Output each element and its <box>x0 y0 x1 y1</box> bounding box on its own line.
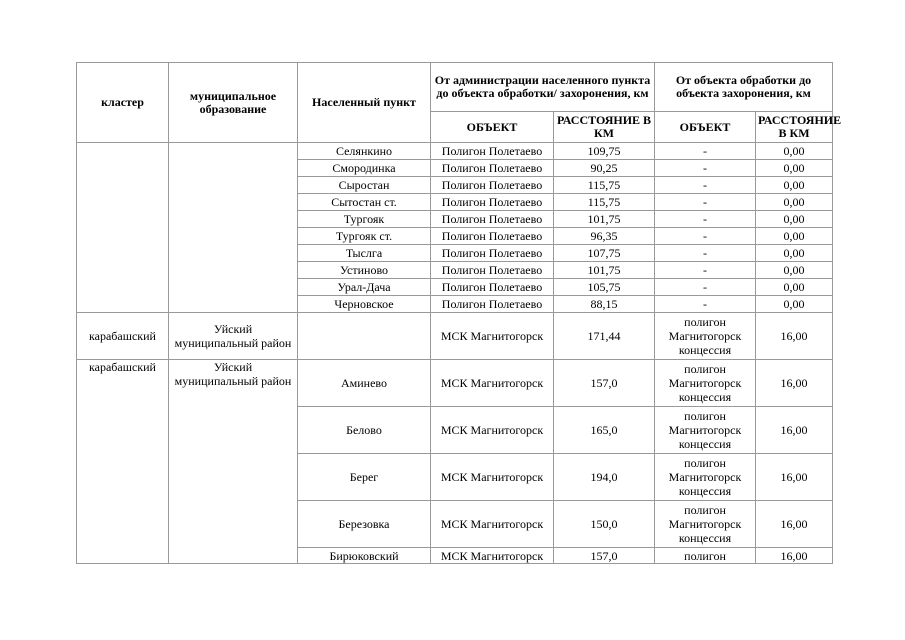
object2-cell: - <box>655 245 756 262</box>
distance2-cell: 16,00 <box>756 501 833 548</box>
distance-cell: 150,0 <box>554 501 655 548</box>
distance-cell: 157,0 <box>554 548 655 564</box>
object-cell: Полигон Полетаево <box>431 296 554 313</box>
table-row <box>77 313 833 360</box>
object2-cell: полигон <box>655 548 756 564</box>
object-cell: Полигон Полетаево <box>431 262 554 279</box>
object2-cell: - <box>655 160 756 177</box>
settlement-cell: Селянкино <box>298 143 431 160</box>
distance2-cell: 0,00 <box>756 296 833 313</box>
distance2-cell: 0,00 <box>756 143 833 160</box>
distance-cell: 101,75 <box>554 262 655 279</box>
distance2-cell: 16,00 <box>756 313 833 360</box>
object-cell: Полигон Полетаево <box>431 194 554 211</box>
header-distance-2: РАССТОЯНИЕ В КМ <box>756 112 833 143</box>
object-cell: МСК Магнитогорск <box>431 454 554 501</box>
header-municipality: муниципальное образование <box>169 63 298 143</box>
municipality-cell: Уйский муниципальный район <box>169 360 298 564</box>
distance2-cell: 0,00 <box>756 194 833 211</box>
header-cluster: кластер <box>77 63 169 143</box>
object2-cell: - <box>655 296 756 313</box>
distance-cell: 105,75 <box>554 279 655 296</box>
distance-cell: 194,0 <box>554 454 655 501</box>
distance-cell: 115,75 <box>554 194 655 211</box>
distance-cell: 90,25 <box>554 160 655 177</box>
object-cell: Полигон Полетаево <box>431 279 554 296</box>
object2-cell: - <box>655 279 756 296</box>
cluster-cell <box>77 143 169 313</box>
header-group-admin-to-object: От администрации населенного пункта до объекта обработки/ захоронения, км <box>431 63 655 112</box>
distance2-cell: 0,00 <box>756 262 833 279</box>
distance-cell: 107,75 <box>554 245 655 262</box>
distance-cell: 101,75 <box>554 211 655 228</box>
municipality-cell <box>169 143 298 313</box>
settlement-cell <box>298 313 431 360</box>
distance2-cell: 16,00 <box>756 454 833 501</box>
object-cell: Полигон Полетаево <box>431 143 554 160</box>
object-cell: МСК Магнитогорск <box>431 501 554 548</box>
settlement-cell: Березовка <box>298 501 431 548</box>
object2-cell: - <box>655 177 756 194</box>
header-distance-1: РАССТОЯНИЕ В КМ <box>554 112 655 143</box>
header-group-object-to-burial: От объекта обработки до объекта захоронения, км <box>655 63 833 112</box>
settlement-cell: Берег <box>298 454 431 501</box>
object-cell: Полигон Полетаево <box>431 245 554 262</box>
object-cell: МСК Магнитогорск <box>431 360 554 407</box>
table-row <box>77 360 833 407</box>
settlement-cell: Сытостан ст. <box>298 194 431 211</box>
settlement-cell: Черновское <box>298 296 431 313</box>
distance2-cell: 0,00 <box>756 211 833 228</box>
object2-cell: - <box>655 194 756 211</box>
distance-cell: 171,44 <box>554 313 655 360</box>
header-settlement: Населенный пункт <box>298 63 431 143</box>
settlement-cell: Тыслга <box>298 245 431 262</box>
settlement-cell: Белово <box>298 407 431 454</box>
object-cell: Полигон Полетаево <box>431 160 554 177</box>
header-object-2: ОБЪЕКТ <box>655 112 756 143</box>
settlement-cell: Тургояк <box>298 211 431 228</box>
distance-cell: 115,75 <box>554 177 655 194</box>
distance2-cell: 0,00 <box>756 245 833 262</box>
settlement-cell: Аминево <box>298 360 431 407</box>
object2-cell: - <box>655 262 756 279</box>
distance2-cell: 0,00 <box>756 177 833 194</box>
distance2-cell: 0,00 <box>756 279 833 296</box>
header-object-1: ОБЪЕКТ <box>431 112 554 143</box>
distance2-cell: 0,00 <box>756 160 833 177</box>
object2-cell: - <box>655 211 756 228</box>
distance-table <box>76 62 842 564</box>
object-cell: МСК Магнитогорск <box>431 407 554 454</box>
object2-cell: - <box>655 228 756 245</box>
distance-cell: 109,75 <box>554 143 655 160</box>
settlement-cell: Бирюковский <box>298 548 431 564</box>
settlement-cell: Урал-Дача <box>298 279 431 296</box>
distance2-cell: 16,00 <box>756 360 833 407</box>
distance-cell: 96,35 <box>554 228 655 245</box>
settlement-cell: Устиново <box>298 262 431 279</box>
object-cell: МСК Магнитогорск <box>431 548 554 564</box>
distance-cell: 157,0 <box>554 360 655 407</box>
object-cell: Полигон Полетаево <box>431 211 554 228</box>
object2-cell: полигон Магнитогорск концессия <box>655 407 756 454</box>
settlement-cell: Сыростан <box>298 177 431 194</box>
object2-cell: полигон Магнитогорск концессия <box>655 501 756 548</box>
distance2-cell: 16,00 <box>756 407 833 454</box>
object2-cell: полигон Магнитогорск концессия <box>655 313 756 360</box>
cluster-cell: карабашский <box>77 360 169 564</box>
distance-cell: 165,0 <box>554 407 655 454</box>
object2-cell: - <box>655 143 756 160</box>
object-cell: Полигон Полетаево <box>431 177 554 194</box>
distance2-cell: 0,00 <box>756 228 833 245</box>
object-cell: МСК Магнитогорск <box>431 313 554 360</box>
table-row <box>77 143 833 160</box>
object-cell: Полигон Полетаево <box>431 228 554 245</box>
object2-cell: полигон Магнитогорск концессия <box>655 360 756 407</box>
header-row-1 <box>77 63 833 112</box>
distance-cell: 88,15 <box>554 296 655 313</box>
object2-cell: полигон Магнитогорск концессия <box>655 454 756 501</box>
municipality-cell: Уйский муниципальный район <box>169 313 298 360</box>
distance2-cell: 16,00 <box>756 548 833 564</box>
settlement-cell: Смородинка <box>298 160 431 177</box>
cluster-cell: карабашский <box>77 313 169 360</box>
settlement-cell: Тургояк ст. <box>298 228 431 245</box>
